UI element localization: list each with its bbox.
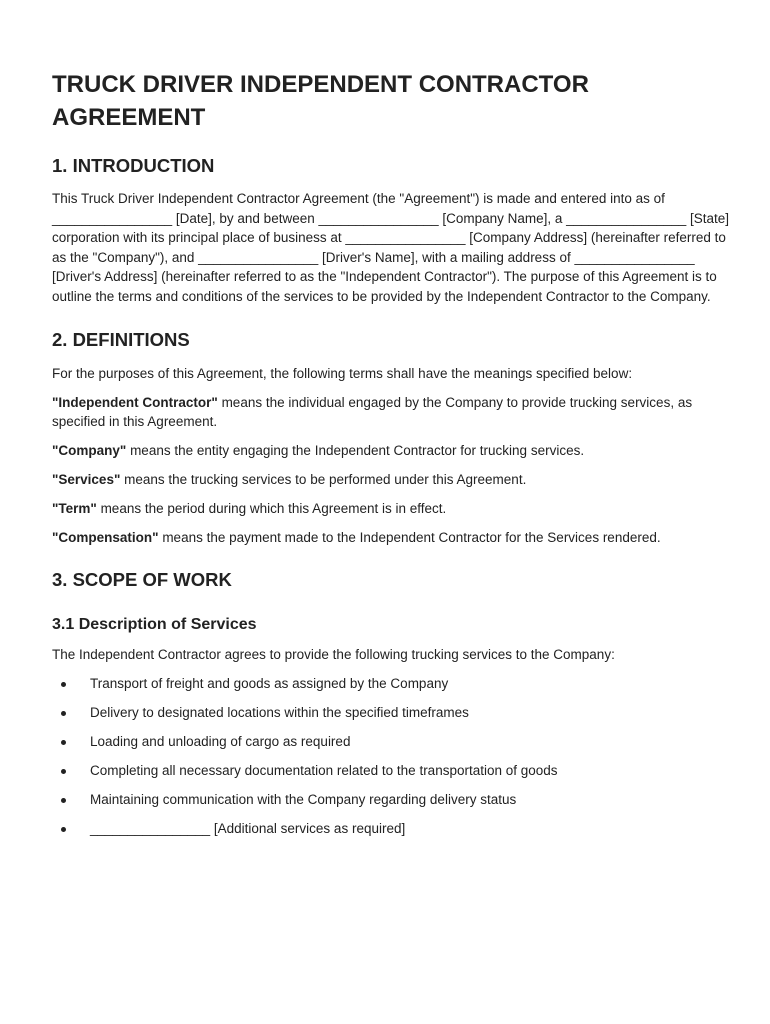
definition-text: means the individual engaged by the Company to provide trucking services, as specified in this Agreement. (52, 394, 693, 429)
definition-item (52, 528, 732, 548)
introduction-heading: 1. INTRODUCTION (52, 155, 215, 176)
bullet-icon (61, 711, 66, 716)
services-list (52, 674, 732, 839)
scope-heading: 3. SCOPE OF WORK (52, 568, 232, 590)
definition-term: "Compensation" (52, 530, 159, 545)
scope-section (52, 568, 732, 839)
definitions-heading: 2. DEFINITIONS (52, 329, 190, 350)
definition-item (52, 499, 732, 519)
introduction-paragraph: This Truck Driver Independent Contractor Agreement (the "Agreement") is made and entered into as of ________________ [Date], by and between ________________ [Company Name], a ________________ [State] corporation with its principal place of business at ________________ [Company Address] (hereinafter referred to as the "Company"), and ________________ [Driver's Name], with a mailing address of ________________ [Driver's Address] (hereinafter referred to as the "Independent Contractor"). The purpose of this Agreement is to outline the terms and conditions of the services to be provided by the Independent Contractor to the Company. (52, 191, 730, 304)
service-text: Delivery to designated locations within the specified timeframes (90, 705, 469, 721)
service-text: Completing all necessary documentation related to the transportation of goods (90, 763, 558, 779)
definition-term: "Independent Contractor" (52, 394, 218, 410)
definition-text: means the payment made to the Independent Contractor for the Services rendered. (158, 530, 661, 545)
list-item (52, 819, 732, 839)
definitions-section (52, 328, 732, 548)
service-text: ________________ [Additional services as required] (90, 821, 406, 837)
service-text: Maintaining communication with the Company regarding delivery status (90, 792, 517, 808)
bullet-icon (61, 740, 66, 745)
introduction-section (52, 154, 732, 306)
service-text: Loading and unloading of cargo as required (90, 734, 351, 750)
bullet-icon (61, 798, 66, 803)
definition-item (52, 470, 732, 490)
list-item (52, 761, 732, 781)
list-item (52, 703, 732, 723)
definition-term: "Term" (52, 501, 97, 516)
document-title: TRUCK DRIVER INDEPENDENT CONTRACTOR AGREEMENT (52, 71, 589, 131)
bullet-icon (61, 769, 66, 774)
definition-text: means the period during which this Agreement is in effect. (96, 501, 447, 516)
list-item (52, 732, 732, 752)
bullet-icon (61, 682, 66, 687)
definition-item (52, 393, 732, 432)
definitions-lead: For the purposes of this Agreement, the following terms shall have the meanings specified below: (52, 366, 633, 381)
definition-item (52, 441, 732, 461)
list-item (52, 790, 732, 810)
definition-term: "Company" (52, 443, 127, 458)
bullet-icon (61, 827, 66, 832)
document-page (52, 68, 732, 849)
definition-term: "Services" (52, 472, 121, 487)
service-text: Transport of freight and goods as assigned by the Company (90, 676, 449, 691)
list-item (52, 674, 732, 694)
definition-text: means the trucking services to be performed under this Agreement. (120, 472, 527, 487)
services-subheading: 3.1 Description of Services (52, 615, 257, 633)
services-lead: The Independent Contractor agrees to provide the following trucking services to the Company: (52, 646, 615, 662)
definition-text: means the entity engaging the Independent Contractor for trucking services. (126, 443, 585, 458)
